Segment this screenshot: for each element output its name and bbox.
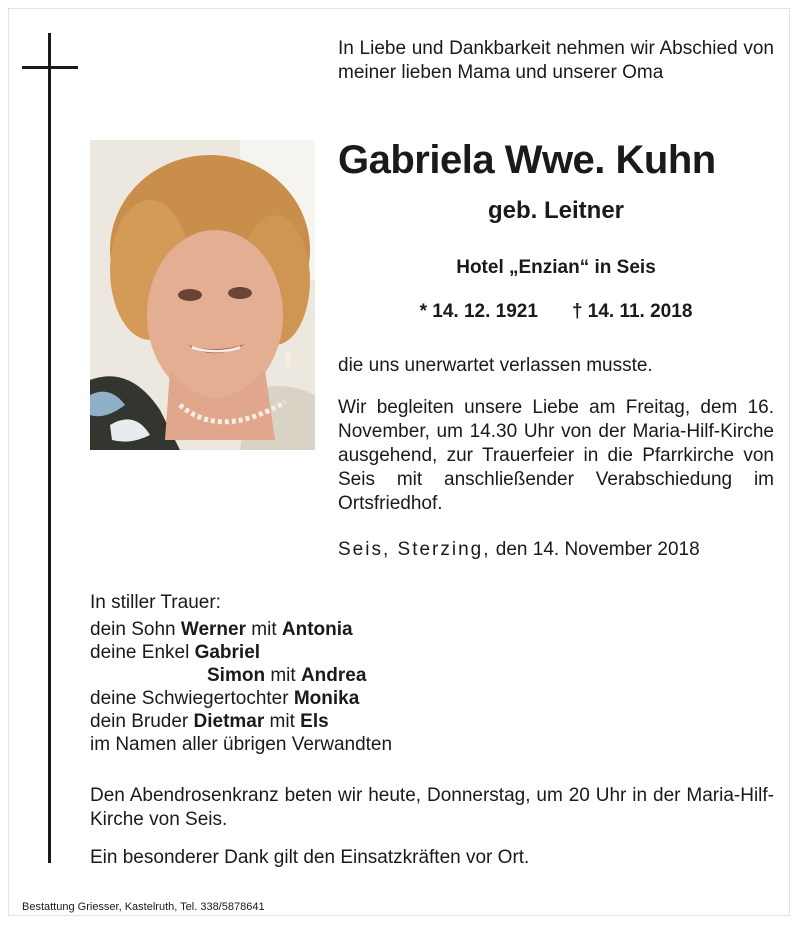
with-word: mit xyxy=(251,619,277,640)
place-names: Seis, Sterzing, xyxy=(338,539,491,560)
birth-date: * 14. 12. 1921 xyxy=(419,301,538,322)
mourners-list xyxy=(90,591,590,756)
notice-date: den 14. November 2018 xyxy=(495,539,700,560)
mourner-brother xyxy=(90,710,590,733)
mourner-name: Gabriel xyxy=(194,642,261,663)
mourner-son xyxy=(90,618,590,641)
mourner-daughter-in-law xyxy=(90,687,590,710)
mourner-name: Werner xyxy=(180,619,246,640)
mourner-name: Antonia xyxy=(281,619,353,640)
service-details: Wir begleiten unsere Liebe am Freitag, dem 16. November, um 14.30 Uhr von der Maria-Hilf-Kirche ausgehend, zur Trauerfeier in die Pfarrkirche von Seis mit anschließender Verabschiedung im Ortsfriedhof. xyxy=(338,397,774,514)
life-dates xyxy=(338,299,774,325)
with-word: mit xyxy=(269,711,295,732)
mourner-name: Monika xyxy=(293,688,360,709)
mourner-name: Simon xyxy=(207,665,266,686)
portrait-image xyxy=(90,140,315,450)
funeral-home-footer: Bestattung Griesser, Kastelruth, Tel. 338/5878641 xyxy=(22,901,265,913)
rosary-notice: Den Abendrosenkranz beten wir heute, Donnerstag, um 20 Uhr in der Maria-Hilf-Kirche von Seis. xyxy=(90,785,774,830)
death-date: † 14. 11. 2018 xyxy=(571,301,693,322)
mourners-heading: In stiller Trauer: xyxy=(90,592,221,613)
thanks-note: Ein besonderer Dank gilt den Einsatzkräften vor Ort. xyxy=(90,847,530,868)
mourner-name: Dietmar xyxy=(193,711,265,732)
mourner-grandchild xyxy=(90,664,590,687)
hotel-line: Hotel „Enzian“ in Seis xyxy=(456,257,656,278)
relation-label: dein Sohn xyxy=(90,619,176,640)
cross-icon-bar xyxy=(22,66,78,69)
sudden-line: die uns unerwartet verlassen musste. xyxy=(338,355,653,376)
intro-text: In Liebe und Dankbarkeit nehmen wir Abschied von meiner lieben Mama und unserer Oma xyxy=(338,38,774,83)
mourner-grandchild xyxy=(90,641,590,664)
maiden-name: geb. Leitner xyxy=(487,197,625,224)
portrait-photo xyxy=(90,140,315,450)
relation-label: dein Bruder xyxy=(90,711,189,732)
relation-label: deine Schwiegertochter xyxy=(90,688,289,709)
deceased-name: Gabriela Wwe. Kuhn xyxy=(338,138,716,182)
mourner-name: Els xyxy=(300,711,329,732)
mourners-others: im Namen aller übrigen Verwandten xyxy=(90,734,393,755)
mourner-name: Andrea xyxy=(300,665,367,686)
cross-icon xyxy=(48,33,51,863)
place-date xyxy=(338,538,774,562)
relation-label: deine Enkel xyxy=(90,642,190,663)
with-word: mit xyxy=(270,665,296,686)
